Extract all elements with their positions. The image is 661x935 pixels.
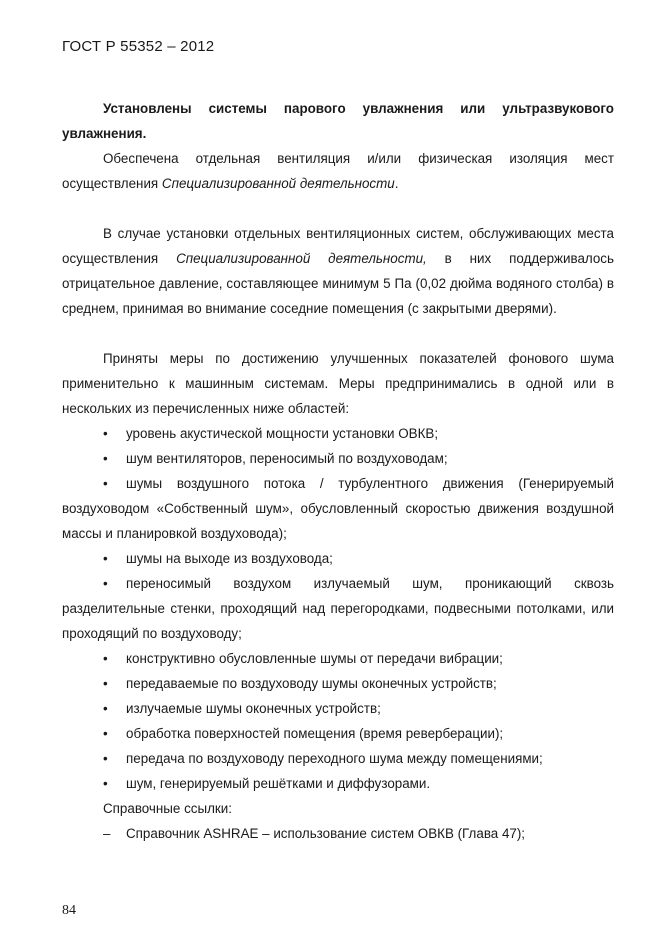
page-body	[62, 96, 614, 846]
bullet-icon: •	[103, 701, 108, 716]
page-number: 84	[62, 903, 76, 918]
list-item	[62, 546, 614, 571]
list-item	[62, 646, 614, 671]
text-run-italic: Специализированной деятельности,	[176, 251, 427, 266]
reference-item	[62, 821, 614, 846]
text-run: В случае установки отдельных вентиляционных систем, обслуживающих места осуществления	[62, 226, 614, 266]
list-item-text: излучаемые шумы оконечных устройств;	[126, 701, 381, 716]
bullet-icon: •	[103, 726, 108, 741]
list-item	[62, 471, 614, 546]
bullet-list	[62, 421, 614, 796]
text-run: в них поддерживалось отрицательное давление, составляющее минимум 5 Па (0,02 дюйма водяного столба) в среднем, принимая во внимание соседние помещения (с закрытыми дверями).	[62, 251, 614, 316]
paragraph-humidification: Установлены системы парового увлажнения или ультразвукового увлажнения.	[62, 101, 614, 141]
list-item	[62, 721, 614, 746]
text-run: Обеспечена отдельная вентиляция и/или физическая изоляция мест осуществления	[62, 151, 614, 191]
list-item	[62, 671, 614, 696]
bullet-icon: •	[103, 576, 108, 591]
bullet-icon: •	[103, 451, 108, 466]
list-item	[62, 771, 614, 796]
reference-item-text: Справочник ASHRAE – использование систем ОВКВ (Глава 47);	[126, 826, 526, 841]
text-run: .	[394, 176, 399, 191]
list-item-text: шумы на выходе из воздуховода;	[126, 551, 333, 566]
references-title: Справочные ссылки:	[103, 801, 232, 816]
bullet-icon: •	[103, 426, 108, 441]
list-item-text: передача по воздуховоду переходного шума между помещениями;	[126, 751, 543, 766]
bullet-icon: •	[103, 551, 108, 566]
bullet-icon: •	[103, 476, 108, 491]
list-item	[62, 746, 614, 771]
document-header: ГОСТ Р 55352 – 2012	[62, 38, 215, 55]
bullet-icon: •	[103, 676, 108, 691]
text-run-italic: Специализированной деятельности	[161, 176, 395, 191]
list-item-text: передаваемые по воздуховоду шумы оконечных устройств;	[126, 676, 497, 691]
list-item-text: конструктивно обусловленные шумы от передачи вибрации;	[126, 651, 503, 666]
list-item-text: уровень акустической мощности установки ОВКВ;	[126, 426, 439, 441]
paragraph-ventilation-isolation	[62, 146, 614, 196]
list-item	[62, 571, 614, 646]
list-item	[62, 696, 614, 721]
bullet-icon: •	[103, 651, 108, 666]
list-item-text: шум, генерируемый решётками и диффузорами.	[126, 776, 431, 791]
list-item-text: шумы воздушного потока / турбулентного движения (Генерируемый воздуховодом «Собственный шум», обусловленный скоростью движения воздушной массы и планировкой воздуховода);	[62, 476, 614, 541]
list-item-text: обработка поверхностей помещения (время реверберации);	[126, 726, 504, 741]
paragraph-noise-measures: Приняты меры по достижению улучшенных показателей фонового шума применительно к машинным системам. Меры предпринимались в одной или в нескольких из перечисленных ниже областей:	[62, 351, 614, 416]
list-item	[62, 421, 614, 446]
list-item-text: переносимый воздухом излучаемый шум, проникающий сквозь разделительные стенки, проходящий над перегородками, подвесными потолками, или проходящий по воздуховоду;	[62, 576, 614, 641]
bullet-icon: •	[103, 751, 108, 766]
dash-icon: –	[103, 826, 111, 841]
list-item-text: шум вентиляторов, переносимый по воздуховодам;	[126, 451, 448, 466]
paragraph-negative-pressure	[62, 221, 614, 321]
bullet-icon: •	[103, 776, 108, 791]
list-item	[62, 446, 614, 471]
